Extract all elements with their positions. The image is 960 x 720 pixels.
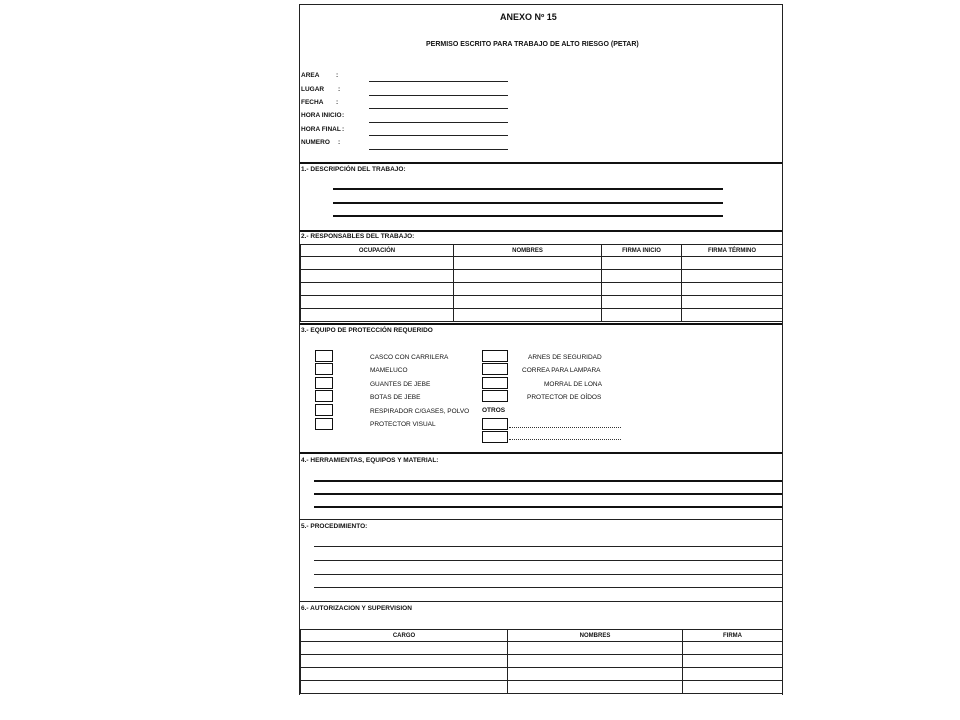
epp-label-protector-visual: PROTECTOR VISUAL [370,421,436,428]
epp-label-protector-oidos: PROTECTOR DE OÍDOS [527,394,602,401]
field-sep-hora-final: : [342,126,345,133]
table-header-row [301,245,783,257]
section-divider-4 [300,452,782,454]
table-cell[interactable] [301,283,454,296]
table-cell[interactable] [508,655,683,668]
col-header-firma-termino: FIRMA TÉRMINO [682,245,783,257]
epp-label-respirador: RESPIRADOR C/GASES, POLVO [370,408,470,415]
table-header-row [301,630,783,642]
col-header-firma: FIRMA [683,630,783,642]
field-line-numero[interactable] [369,149,508,150]
table-cell[interactable] [602,309,682,322]
procedimiento-line-4[interactable] [314,587,782,588]
col-header-ocupacion: OCUPACIÓN [301,245,454,257]
section-title-autorizacion: 6.- AUTORIZACION Y SUPERVISION [301,605,412,612]
table-row [301,257,783,270]
checkbox-morral[interactable] [482,377,508,389]
table-cell[interactable] [602,257,682,270]
autorizacion-table [300,629,783,694]
herramientas-line-1[interactable] [314,480,782,482]
epp-otros-label: OTROS [482,407,506,414]
epp-label-mameluco: MAMELUCO [370,367,408,374]
table-cell[interactable] [301,681,508,694]
descripcion-line-1[interactable] [333,188,723,190]
table-cell[interactable] [508,668,683,681]
table-row [301,309,783,322]
checkbox-casco[interactable] [315,350,333,362]
table-row [301,270,783,283]
checkbox-protector-oidos[interactable] [482,390,508,402]
table-cell[interactable] [301,309,454,322]
field-line-fecha[interactable] [369,108,508,109]
descripcion-line-3[interactable] [333,215,723,217]
table-cell[interactable] [454,270,602,283]
section-title-herramientas: 4.- HERRAMIENTAS, EQUIPOS Y MATERIAL: [301,457,439,464]
epp-label-guantes: GUANTES DE JEBE [370,381,431,388]
table-row [301,655,783,668]
table-cell[interactable] [682,283,783,296]
section-divider-2 [300,230,782,232]
field-label-hora-inicio: HORA INICIO [301,112,342,119]
section-divider-3 [300,323,782,325]
table-cell[interactable] [454,283,602,296]
table-cell[interactable] [683,642,783,655]
col-header-nombres: NOMBRES [508,630,683,642]
table-cell[interactable] [683,668,783,681]
table-cell[interactable] [301,270,454,283]
table-cell[interactable] [454,309,602,322]
table-cell[interactable] [508,642,683,655]
table-row [301,296,783,309]
field-sep-fecha: : [336,99,339,106]
form-title: PERMISO ESCRITO PARA TRABAJO DE ALTO RIESGO (PETAR) [426,41,639,48]
responsables-table [300,244,783,322]
checkbox-correa[interactable] [482,363,508,375]
col-header-nombres: NOMBRES [454,245,602,257]
table-cell[interactable] [454,296,602,309]
checkbox-botas[interactable] [315,390,333,402]
table-row [301,681,783,694]
permit-form-page [299,4,783,695]
procedimiento-line-1[interactable] [314,546,782,547]
col-header-firma-inicio: FIRMA INICIO [602,245,682,257]
field-label-fecha: FECHA [301,99,324,106]
section-divider-5 [300,519,782,520]
table-cell[interactable] [682,270,783,283]
field-sep-hora-inicio: : [342,112,345,119]
field-sep-lugar: : [338,86,341,93]
checkbox-mameluco[interactable] [315,363,333,375]
table-cell[interactable] [301,655,508,668]
table-cell[interactable] [301,257,454,270]
field-label-numero: NUMERO [301,139,330,146]
epp-label-botas: BOTAS DE JEBE [370,394,421,401]
table-row [301,668,783,681]
table-cell[interactable] [508,681,683,694]
field-line-hora-inicio[interactable] [369,122,508,123]
checkbox-protector-visual[interactable] [315,418,333,430]
table-cell[interactable] [301,296,454,309]
table-row [301,283,783,296]
checkbox-respirador[interactable] [315,404,333,416]
section-title-epp: 3.- EQUIPO DE PROTECCIÓN REQUERIDO [301,327,433,334]
field-sep-numero: : [338,139,341,146]
procedimiento-line-3[interactable] [314,574,782,575]
col-header-cargo: CARGO [301,630,508,642]
table-cell[interactable] [683,681,783,694]
table-cell[interactable] [683,655,783,668]
checkbox-arnes[interactable] [482,350,508,362]
descripcion-line-2[interactable] [333,202,723,204]
section-title-descripcion: 1.- DESCRIPCIÓN DEL TRABAJO: [301,166,406,173]
checkbox-otros-1[interactable] [482,418,508,430]
table-cell[interactable] [602,283,682,296]
table-cell[interactable] [301,642,508,655]
field-line-area[interactable] [369,81,508,82]
field-line-lugar[interactable] [369,95,508,96]
table-cell[interactable] [602,270,682,283]
section-divider-6 [300,601,782,602]
table-cell[interactable] [602,296,682,309]
table-cell[interactable] [682,257,783,270]
field-sep-area: : [336,72,339,79]
table-cell[interactable] [301,668,508,681]
procedimiento-line-2[interactable] [314,560,782,561]
otros-line-1[interactable] [509,427,621,428]
epp-label-arnes: ARNES DE SEGURIDAD [528,354,602,361]
epp-label-correa: CORREA PARA LAMPARA [522,367,601,374]
field-label-area: AREA [301,72,320,79]
table-cell[interactable] [682,309,783,322]
otros-line-2[interactable] [509,439,621,440]
annex-number: ANEXO Nº 15 [500,12,557,22]
checkbox-otros-2[interactable] [482,431,508,443]
table-cell[interactable] [454,257,602,270]
field-line-hora-final[interactable] [369,135,508,136]
section-divider-1 [300,162,782,164]
herramientas-line-2[interactable] [314,493,782,495]
table-cell[interactable] [682,296,783,309]
epp-label-casco: CASCO CON CARRILERA [370,354,449,361]
section-title-procedimiento: 5.- PROCEDIMIENTO: [301,523,368,530]
table-row [301,642,783,655]
checkbox-guantes[interactable] [315,377,333,389]
epp-label-morral: MORRAL DE LONA [544,381,602,388]
field-label-lugar: LUGAR [301,86,325,93]
section-title-responsables: 2.- RESPONSABLES DEL TRABAJO: [301,233,415,240]
field-label-hora-final: HORA FINAL [301,126,341,133]
herramientas-line-3[interactable] [314,506,782,508]
